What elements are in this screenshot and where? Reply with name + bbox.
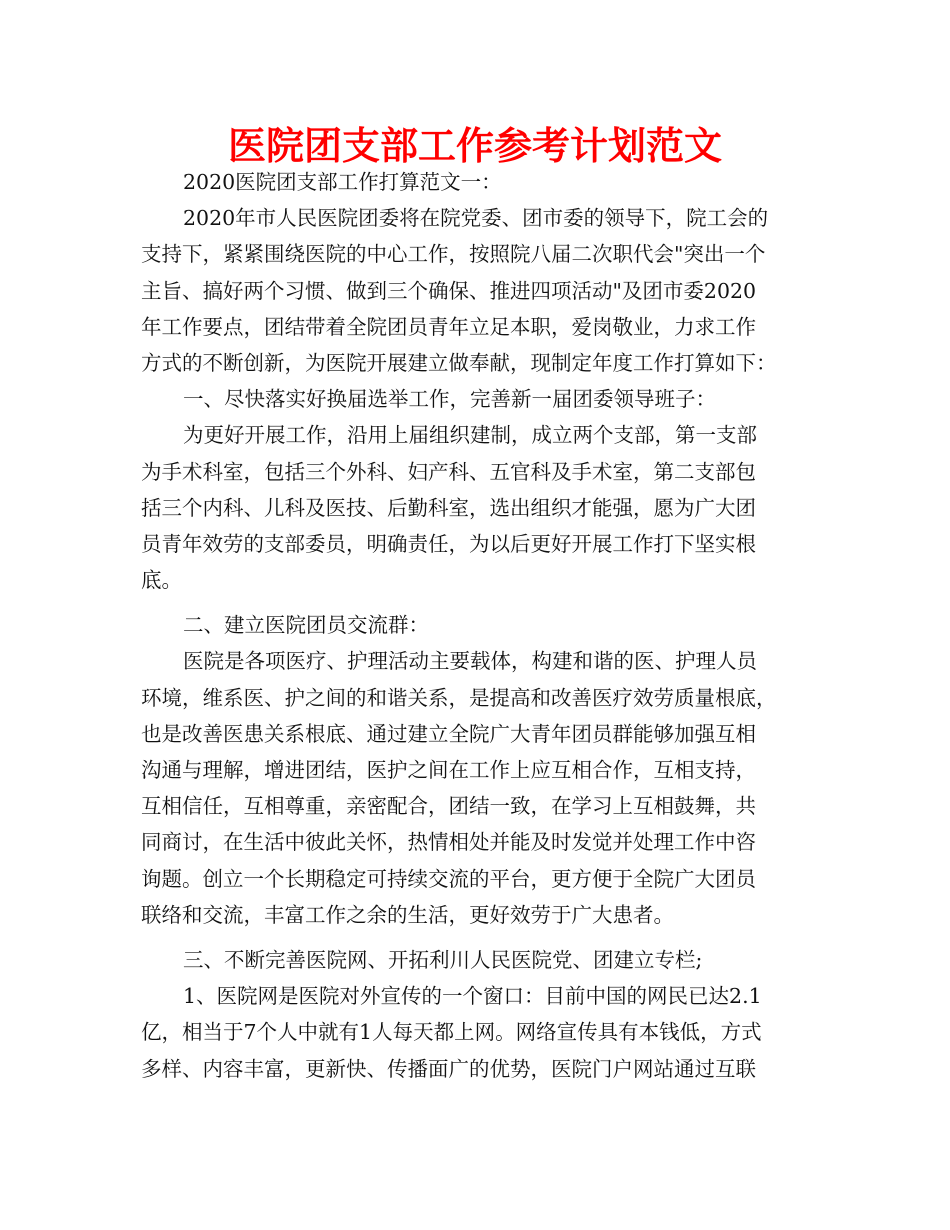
text-line: 为手术科室，包括三个外科、妇产科、五官科及手术室，第二支部包 — [141, 459, 756, 484]
text-line: 方式的不断创新，为医院开展建立做奉献，现制定年度工作打算如下： — [141, 350, 777, 375]
text-line: 多样、内容丰富，更新快、传播面广的优势，医院门户网站通过互联 — [141, 1056, 756, 1081]
text-line: 医院是各项医疗、护理活动主要载体，构建和谐的医、护理人员 — [183, 649, 757, 674]
text-line: 一、尽快落实好换届选举工作，完善新一届团委领导班子： — [183, 387, 716, 412]
text-line: 联络和交流，丰富工作之余的生活，更好效劳于广大患者。 — [141, 902, 674, 927]
text-line: 亿，相当于7个人中就有1人每天都上网。网络宣传具有本钱低，方式 — [141, 1020, 762, 1045]
document-body — [141, 164, 813, 1087]
text-line: 二、建立医院团员交流群： — [183, 613, 429, 638]
text-line: 环境，维系医、护之间的和谐关系，是提高和改善医疗效劳质量根底， — [141, 685, 777, 710]
document-title: 医院团支部工作参考计划范文 — [227, 123, 722, 168]
text-line: 沟通与理解，增进团结，医护之间在工作上应互相合作，互相支持， — [141, 758, 756, 782]
text-line: 底。 — [141, 568, 182, 593]
text-line: 互相信任，互相尊重，亲密配合，团结一致，在学习上互相鼓舞，共 — [141, 794, 756, 819]
text-line: 三、不断完善医院网、开拓利川人民医院党、团建立专栏; — [183, 947, 703, 972]
text-line: 同商讨，在生活中彼此关怀，热情相处并能及时发觉并处理工作中咨 — [141, 830, 756, 855]
text-line: 年工作要点，团结带着全院团员青年立足本职，爱岗敬业，力求工作 — [141, 314, 756, 339]
text-line: 2020医院团支部工作打算范文一： — [183, 170, 502, 194]
text-line: 询题。创立一个长期稳定可持续交流的平台，更方便于全院广大团员 — [141, 866, 756, 891]
text-line: 员青年效劳的支部委员，明确责任，为以后更好开展工作打下坚实根 — [141, 531, 756, 556]
text-line: 也是改善医患关系根底、通过建立全院广大青年团员群能够加强互相 — [141, 721, 756, 746]
text-line: 为更好开展工作，沿用上届组织建制，成立两个支部，第一支部 — [183, 423, 757, 448]
text-line: 1、医院网是医院对外宣传的一个窗口：目前中国的网民已达2.1 — [183, 984, 762, 1009]
text-line: 主旨、搞好两个习惯、做到三个确保、推进四项活动"及团市委2020 — [141, 278, 757, 303]
text-line: 2020年市人民医院团委将在院党委、团市委的领导下，院工会的 — [183, 206, 769, 231]
text-line: 支持下，紧紧围绕医院的中心工作，按照院八届二次职代会"突出一个 — [141, 242, 766, 267]
text-line: 括三个内科、儿科及医技、后勤科室，选出组织才能强，愿为广大团 — [141, 495, 756, 520]
